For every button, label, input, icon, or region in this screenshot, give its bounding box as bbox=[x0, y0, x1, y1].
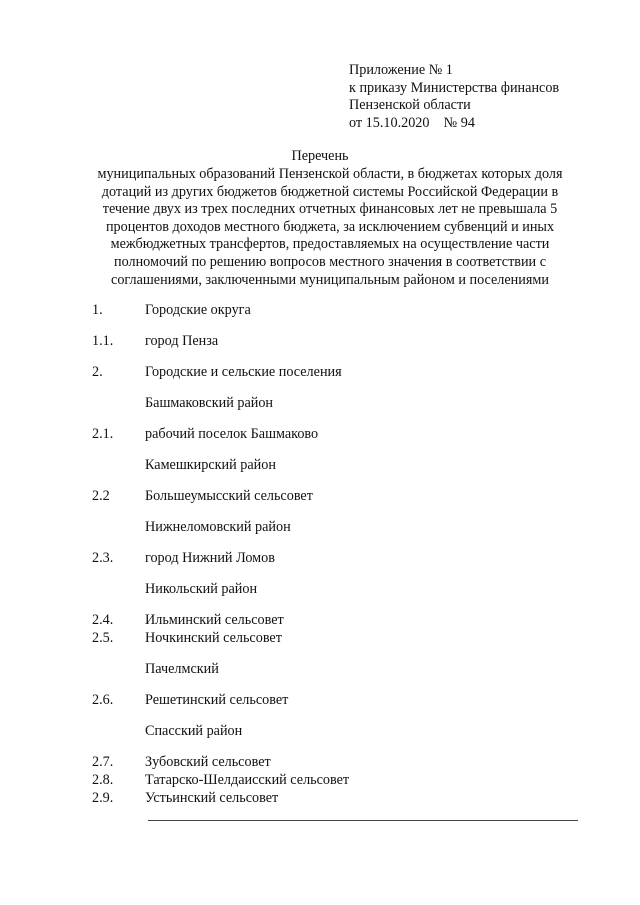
item-text: Городские и сельские поселения bbox=[145, 364, 342, 380]
item-text: Камешкирский район bbox=[145, 457, 276, 473]
item-number: 1.1. bbox=[92, 333, 114, 349]
item-text: Башмаковский район bbox=[145, 395, 274, 411]
item-text: Большеумысский сельсовет bbox=[145, 488, 313, 504]
item-text: Городские округа bbox=[145, 302, 251, 318]
description-line: процентов доходов местного бюджета, за исключением субвенций и иных bbox=[105, 218, 555, 235]
description-line: муниципальных образований Пензенской области, в бюджетах которых доля bbox=[97, 166, 563, 182]
item-number: 2.1. bbox=[92, 426, 114, 442]
item-text: город Нижний Ломов bbox=[145, 550, 275, 566]
bottom-divider bbox=[148, 820, 578, 821]
description-line: межбюджетных трансфертов, предоставляемых на осуществление части bbox=[110, 236, 550, 253]
item-text: Устьинский сельсовет bbox=[145, 790, 279, 806]
item-number: 2.2 bbox=[92, 488, 110, 504]
item-text: рабочий поселок Башмаково bbox=[145, 426, 319, 442]
item-text: Спасский район bbox=[145, 723, 243, 739]
item-number: 1. bbox=[92, 302, 103, 318]
item-number: 2.7. bbox=[92, 754, 114, 770]
item-text: Решетинский сельсовет bbox=[145, 692, 289, 708]
item-number: 2. bbox=[92, 364, 103, 380]
document-title: Перечень bbox=[291, 148, 349, 164]
item-text: Татарско-Шелдаисский сельсовет bbox=[145, 772, 350, 788]
item-text: Пачелмский bbox=[145, 661, 219, 677]
item-text: Никольский район bbox=[145, 581, 258, 597]
item-number: 2.3. bbox=[92, 550, 114, 566]
appendix-order-ref: к приказу Министерства финансов bbox=[349, 79, 560, 96]
appendix-date-number: от 15.10.2020 № 94 bbox=[349, 114, 475, 131]
item-number: 2.5. bbox=[92, 630, 114, 646]
item-number: 2.6. bbox=[92, 692, 114, 708]
item-text: Нижнеломовский район bbox=[145, 519, 291, 535]
item-text: Ночкинский сельсовет bbox=[145, 630, 282, 646]
description-line: полномочий по решению вопросов местного значения в соответствии с bbox=[114, 253, 546, 270]
item-text: Зубовский сельсовет bbox=[145, 754, 271, 770]
item-number: 2.4. bbox=[92, 612, 114, 628]
item-text: Ильминский сельсовет bbox=[145, 612, 284, 628]
description-line: дотаций из других бюджетов бюджетной системы Российской Федерации в bbox=[101, 183, 559, 200]
item-number: 2.8. bbox=[92, 772, 114, 788]
appendix-number: Приложение № 1 bbox=[349, 62, 453, 78]
description-line: течение двух из трех последних отчетных финансовых лет не превышала 5 bbox=[102, 201, 558, 218]
item-number: 2.9. bbox=[92, 790, 114, 806]
description-line: соглашениями, заключенными муниципальным районом и поселениями bbox=[111, 271, 549, 288]
appendix-region: Пензенской области bbox=[349, 97, 471, 114]
item-text: город Пенза bbox=[145, 333, 219, 349]
